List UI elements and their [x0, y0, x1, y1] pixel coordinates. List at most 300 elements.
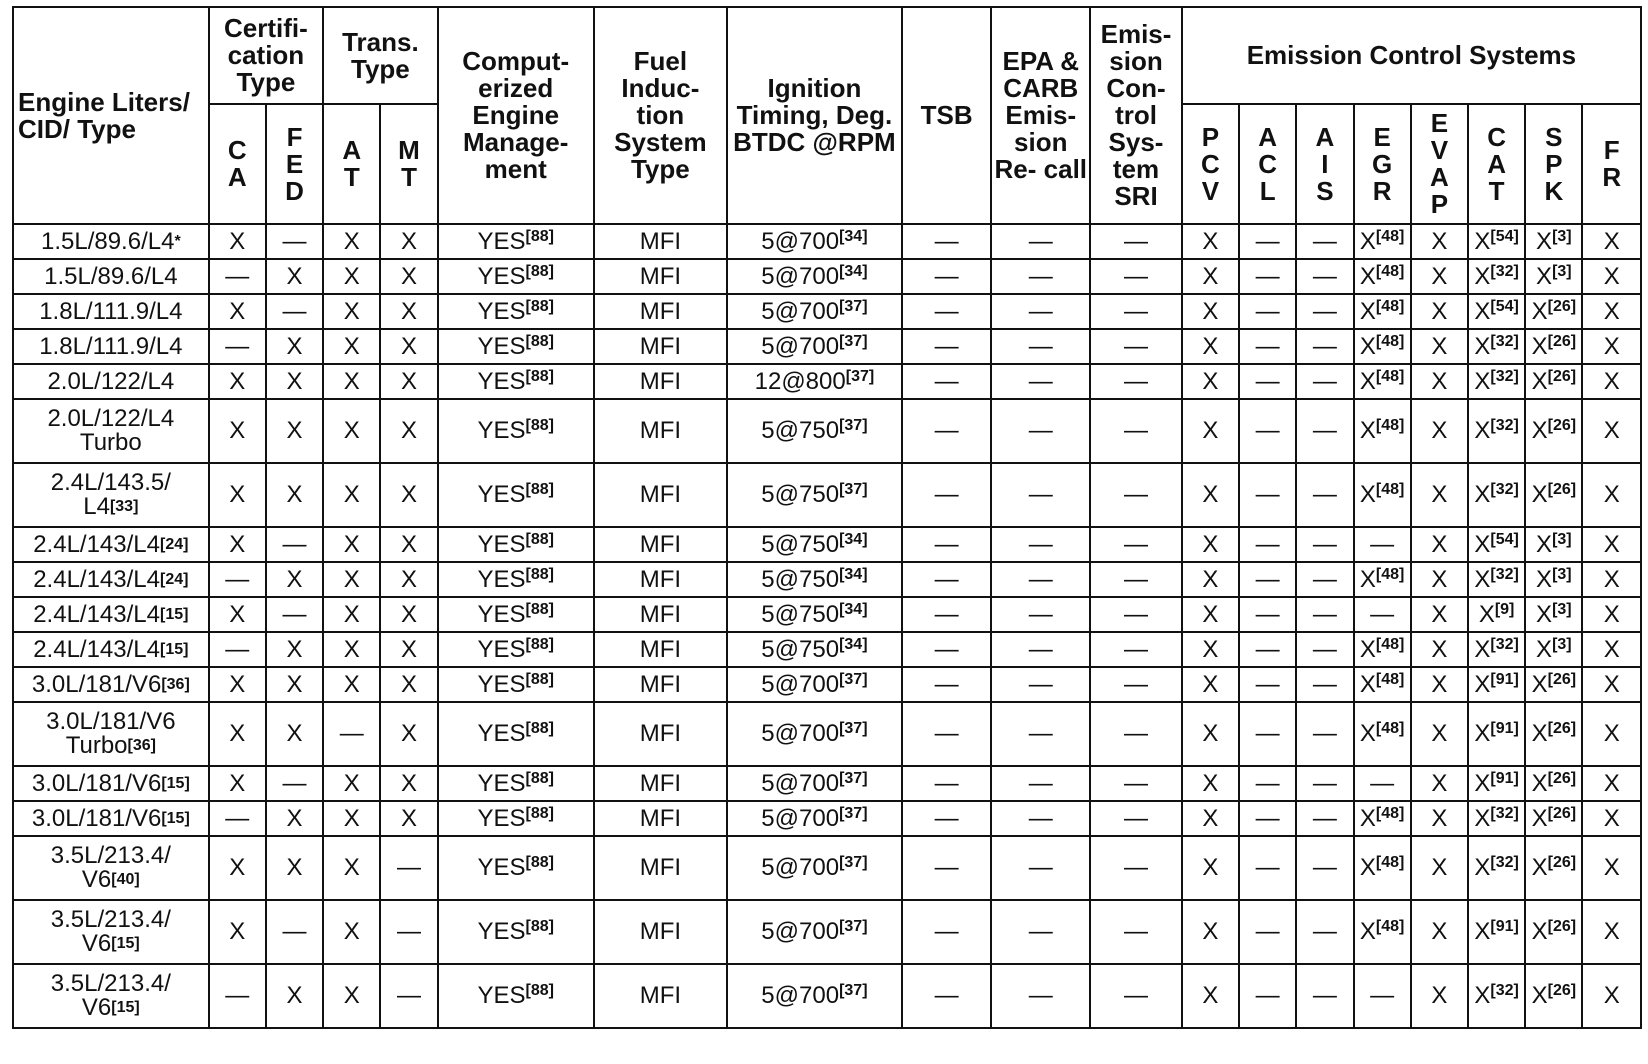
fuel-cell: MFI [594, 294, 727, 329]
emission-sri-cell: — [1090, 562, 1182, 597]
fr-cell: X [1582, 836, 1641, 900]
acl-cell: — [1239, 900, 1296, 964]
at-cell: X [323, 632, 380, 667]
table-row [13, 399, 1641, 463]
subheader-cat: C A T [1468, 104, 1525, 224]
tsb-cell: — [902, 667, 992, 702]
engine-cell [13, 562, 209, 597]
tsb-cell: — [902, 224, 992, 259]
cat-cell: X[54] [1468, 224, 1525, 259]
engine-line: V6[15] [81, 930, 140, 957]
ais-cell: — [1296, 766, 1353, 801]
ignition-cell: 5@700[34] [727, 224, 902, 259]
at-cell: X [323, 527, 380, 562]
evap-cell: X [1411, 259, 1468, 294]
at-cell: X [323, 399, 380, 463]
ais-cell: — [1296, 562, 1353, 597]
ignition-cell: 5@750[34] [727, 597, 902, 632]
emission-sri-cell: — [1090, 597, 1182, 632]
tsb-cell: — [902, 329, 992, 364]
ignition-cell: 5@750[37] [727, 463, 902, 527]
mt-cell: — [380, 836, 437, 900]
ca-cell: X [209, 224, 266, 259]
ecs-header: Emission Control Systems [1182, 7, 1641, 104]
emission-sri-cell: — [1090, 667, 1182, 702]
epa-recall-cell: — [991, 900, 1090, 964]
tsb-cell: — [902, 399, 992, 463]
ca-cell: X [209, 364, 266, 399]
spk-cell: X[3] [1525, 527, 1582, 562]
fed-cell: X [266, 364, 323, 399]
fuel-cell: MFI [594, 259, 727, 294]
cat-cell: X[91] [1468, 702, 1525, 766]
ignition-cell: 5@700[37] [727, 836, 902, 900]
tsb-cell: — [902, 259, 992, 294]
evap-cell: X [1411, 900, 1468, 964]
ais-cell: — [1296, 801, 1353, 836]
table-row [13, 766, 1641, 801]
at-cell: X [323, 801, 380, 836]
computerized-cell: YES[88] [438, 329, 594, 364]
ais-cell: — [1296, 463, 1353, 527]
ais-cell: — [1296, 224, 1353, 259]
pcv-cell: X [1182, 527, 1239, 562]
mt-cell: X [380, 259, 437, 294]
fr-cell: X [1582, 562, 1641, 597]
spec-sheet [12, 6, 1642, 1058]
ignition-cell: 5@700[37] [727, 667, 902, 702]
fuel-cell: MFI [594, 463, 727, 527]
fuel-cell: MFI [594, 766, 727, 801]
pcv-cell: X [1182, 766, 1239, 801]
table-row [13, 364, 1641, 399]
certification-header: Certifi- cation Type [209, 7, 323, 104]
ca-cell: — [209, 632, 266, 667]
egr-cell: X[48] [1354, 562, 1411, 597]
at-cell: — [323, 702, 380, 766]
epa-recall-cell: — [991, 766, 1090, 801]
at-cell: X [323, 766, 380, 801]
acl-cell: — [1239, 399, 1296, 463]
emission-sri-cell: — [1090, 527, 1182, 562]
egr-cell: X[48] [1354, 399, 1411, 463]
subheader-acl: A C L [1239, 104, 1296, 224]
ca-cell: — [209, 801, 266, 836]
fed-cell: X [266, 399, 323, 463]
engine-line: 3.0L/181/V6 [46, 708, 176, 735]
egr-cell: X[48] [1354, 463, 1411, 527]
subheader-fed: F E D [266, 104, 323, 224]
engine-line: 2.4L/143/L4[24] [33, 530, 189, 558]
fuel-cell: MFI [594, 632, 727, 667]
cat-cell: X[32] [1468, 632, 1525, 667]
tsb-cell: — [902, 836, 992, 900]
epa-recall-cell: — [991, 527, 1090, 562]
fuel-cell: MFI [594, 702, 727, 766]
table-row [13, 900, 1641, 964]
ca-cell: X [209, 766, 266, 801]
pcv-cell: X [1182, 702, 1239, 766]
ignition-cell: 5@700[37] [727, 702, 902, 766]
evap-cell: X [1411, 562, 1468, 597]
mt-cell: X [380, 766, 437, 801]
ignition-cell: 5@750[34] [727, 562, 902, 597]
engine-cell [13, 836, 209, 900]
egr-cell: X[48] [1354, 364, 1411, 399]
tsb-cell: — [902, 766, 992, 801]
cat-cell: X[32] [1468, 463, 1525, 527]
engine-cell [13, 702, 209, 766]
ca-cell: X [209, 597, 266, 632]
tsb-cell: — [902, 632, 992, 667]
engine-line: 2.4L/143.5/ [50, 469, 171, 496]
mt-cell: X [380, 562, 437, 597]
spk-cell: X[26] [1525, 399, 1582, 463]
tsb-cell: — [902, 900, 992, 964]
cat-cell: X[32] [1468, 836, 1525, 900]
pcv-cell: X [1182, 632, 1239, 667]
fed-cell: X [266, 702, 323, 766]
engine-line: 1.5L/89.6/L4* [40, 227, 181, 255]
evap-cell: X [1411, 224, 1468, 259]
pcv-cell: X [1182, 801, 1239, 836]
acl-cell: — [1239, 463, 1296, 527]
engine-cell [13, 900, 209, 964]
fr-cell: X [1582, 399, 1641, 463]
engine-line: 2.4L/143/L4[15] [33, 635, 189, 663]
evap-cell: X [1411, 364, 1468, 399]
spk-cell: X[26] [1525, 702, 1582, 766]
mt-cell: X [380, 399, 437, 463]
subheader-fr: F R [1582, 104, 1641, 224]
ca-cell: — [209, 259, 266, 294]
subheader-ais: A I S [1296, 104, 1353, 224]
pcv-cell: X [1182, 294, 1239, 329]
emission-sri-cell: — [1090, 836, 1182, 900]
spk-cell: X[26] [1525, 900, 1582, 964]
fed-cell: — [266, 597, 323, 632]
computerized-cell: YES[88] [438, 562, 594, 597]
ca-cell: X [209, 702, 266, 766]
fuel-cell: MFI [594, 527, 727, 562]
emission-spec-table [12, 6, 1642, 1029]
emission-sri-cell: — [1090, 224, 1182, 259]
mt-cell: X [380, 329, 437, 364]
tsb-cell: — [902, 597, 992, 632]
computerized-cell: YES[88] [438, 527, 594, 562]
mt-cell: — [380, 900, 437, 964]
engine-line: 1.8L/111.9/L4 [39, 297, 183, 325]
ca-cell: X [209, 294, 266, 329]
spk-cell: X[26] [1525, 836, 1582, 900]
ca-cell: X [209, 527, 266, 562]
fr-cell: X [1582, 294, 1641, 329]
ignition-cell: 12@800[37] [727, 364, 902, 399]
computerized-cell: YES[88] [438, 463, 594, 527]
cat-cell: X[32] [1468, 399, 1525, 463]
epa-recall-cell: — [991, 329, 1090, 364]
at-cell: X [323, 364, 380, 399]
computerized-cell: YES[88] [438, 224, 594, 259]
epa-recall-cell: — [991, 364, 1090, 399]
fr-cell: X [1582, 900, 1641, 964]
engine-cell [13, 259, 209, 294]
engine-line: 3.0L/181/V6[15] [31, 769, 190, 797]
computerized-cell: YES[88] [438, 364, 594, 399]
ais-cell: — [1296, 527, 1353, 562]
ca-cell: — [209, 329, 266, 364]
pcv-cell: X [1182, 562, 1239, 597]
ca-cell: — [209, 562, 266, 597]
evap-cell: X [1411, 964, 1468, 1028]
epa-recall-cell: — [991, 463, 1090, 527]
engine-line: Turbo [79, 429, 142, 456]
fr-cell: X [1582, 766, 1641, 801]
fuel-cell: MFI [594, 667, 727, 702]
engine-cell [13, 364, 209, 399]
epa-recall-cell: — [991, 836, 1090, 900]
engine-line: 1.8L/111.9/L4 [39, 332, 183, 360]
at-cell: X [323, 224, 380, 259]
engine-line: 3.0L/181/V6[36] [31, 670, 190, 698]
evap-cell: X [1411, 329, 1468, 364]
ignition-cell: 5@750[34] [727, 632, 902, 667]
table-row [13, 632, 1641, 667]
ignition-cell: 5@700[37] [727, 766, 902, 801]
egr-cell: X[48] [1354, 329, 1411, 364]
fed-cell: — [266, 766, 323, 801]
fed-cell: X [266, 329, 323, 364]
epa-recall-cell: — [991, 562, 1090, 597]
subheader-evap: E V A P [1411, 104, 1468, 224]
fr-cell: X [1582, 329, 1641, 364]
tsb-cell: — [902, 294, 992, 329]
epa-recall-cell: — [991, 702, 1090, 766]
evap-cell: X [1411, 597, 1468, 632]
cat-cell: X[54] [1468, 294, 1525, 329]
computerized-cell: YES[88] [438, 399, 594, 463]
tsb-cell: — [902, 702, 992, 766]
at-cell: X [323, 597, 380, 632]
spk-cell: X[3] [1525, 632, 1582, 667]
mt-cell: X [380, 597, 437, 632]
subheader-spk: S P K [1525, 104, 1582, 224]
tsb-header: TSB [902, 7, 992, 224]
computerized-cell: YES[88] [438, 801, 594, 836]
mt-cell: X [380, 702, 437, 766]
acl-cell: — [1239, 562, 1296, 597]
engine-cell [13, 667, 209, 702]
engine-cell [13, 632, 209, 667]
emission-sri-cell: — [1090, 294, 1182, 329]
emission-sri-cell: — [1090, 463, 1182, 527]
engine-line: Turbo[36] [65, 732, 156, 759]
ais-cell: — [1296, 702, 1353, 766]
cat-cell: X[32] [1468, 259, 1525, 294]
computerized-header: Comput- erized Engine Manage- ment [438, 7, 594, 224]
fed-cell: — [266, 224, 323, 259]
at-cell: X [323, 667, 380, 702]
fed-cell: X [266, 259, 323, 294]
computerized-cell: YES[88] [438, 294, 594, 329]
ca-cell: X [209, 667, 266, 702]
pcv-cell: X [1182, 667, 1239, 702]
evap-cell: X [1411, 766, 1468, 801]
computerized-cell: YES[88] [438, 259, 594, 294]
egr-cell: X[48] [1354, 632, 1411, 667]
emission-sri-cell: — [1090, 964, 1182, 1028]
engine-line: V6[15] [81, 994, 140, 1021]
acl-cell: — [1239, 294, 1296, 329]
fr-cell: X [1582, 702, 1641, 766]
subheader-ca: C A [209, 104, 266, 224]
pcv-cell: X [1182, 836, 1239, 900]
ignition-cell: 5@750[37] [727, 399, 902, 463]
fuel-cell: MFI [594, 964, 727, 1028]
engine-line: 1.5L/89.6/L4 [44, 262, 178, 290]
ais-cell: — [1296, 597, 1353, 632]
fed-cell: — [266, 294, 323, 329]
ignition-cell: 5@700[37] [727, 900, 902, 964]
evap-cell: X [1411, 801, 1468, 836]
tsb-cell: — [902, 364, 992, 399]
epa-recall-cell: — [991, 294, 1090, 329]
fuel-cell: MFI [594, 836, 727, 900]
spk-cell: X[3] [1525, 562, 1582, 597]
computerized-cell: YES[88] [438, 900, 594, 964]
emission-sri-cell: — [1090, 364, 1182, 399]
fr-cell: X [1582, 667, 1641, 702]
emission-sri-cell: — [1090, 702, 1182, 766]
ais-cell: — [1296, 667, 1353, 702]
engine-cell [13, 399, 209, 463]
emission-sri-cell: — [1090, 900, 1182, 964]
spk-cell: X[26] [1525, 766, 1582, 801]
table-row [13, 836, 1641, 900]
subheader-egr: E G R [1354, 104, 1411, 224]
fed-cell: X [266, 562, 323, 597]
tsb-cell: — [902, 527, 992, 562]
ais-cell: — [1296, 294, 1353, 329]
computerized-cell: YES[88] [438, 964, 594, 1028]
ca-cell: X [209, 900, 266, 964]
emission-sri-cell: — [1090, 801, 1182, 836]
evap-cell: X [1411, 527, 1468, 562]
evap-cell: X [1411, 294, 1468, 329]
tsb-cell: — [902, 964, 992, 1028]
ais-cell: — [1296, 632, 1353, 667]
cat-cell: X[32] [1468, 562, 1525, 597]
tsb-cell: — [902, 562, 992, 597]
cat-cell: X[54] [1468, 527, 1525, 562]
fr-cell: X [1582, 259, 1641, 294]
spk-cell: X[26] [1525, 801, 1582, 836]
mt-cell: X [380, 364, 437, 399]
cat-cell: X[32] [1468, 329, 1525, 364]
evap-cell: X [1411, 399, 1468, 463]
pcv-cell: X [1182, 399, 1239, 463]
fuel-cell: MFI [594, 900, 727, 964]
subheader-pcv: P C V [1182, 104, 1239, 224]
table-row [13, 597, 1641, 632]
table-row [13, 562, 1641, 597]
acl-cell: — [1239, 329, 1296, 364]
egr-cell: — [1354, 964, 1411, 1028]
acl-cell: — [1239, 527, 1296, 562]
egr-cell: — [1354, 597, 1411, 632]
engine-header: Engine Liters/ CID/ Type [13, 7, 209, 224]
egr-cell: X[48] [1354, 259, 1411, 294]
fed-cell: — [266, 527, 323, 562]
egr-cell: X[48] [1354, 702, 1411, 766]
engine-line: V6[40] [81, 866, 140, 893]
engine-line: 3.5L/213.4/ [50, 842, 171, 869]
fr-cell: X [1582, 224, 1641, 259]
computerized-cell: YES[88] [438, 702, 594, 766]
at-cell: X [323, 259, 380, 294]
engine-cell [13, 597, 209, 632]
computerized-cell: YES[88] [438, 667, 594, 702]
table-row [13, 964, 1641, 1028]
computerized-cell: YES[88] [438, 836, 594, 900]
engine-cell [13, 766, 209, 801]
engine-cell [13, 527, 209, 562]
ignition-cell: 5@750[34] [727, 527, 902, 562]
acl-cell: — [1239, 364, 1296, 399]
epa-recall-cell: — [991, 259, 1090, 294]
fed-cell: X [266, 801, 323, 836]
fed-cell: X [266, 964, 323, 1028]
fed-cell: X [266, 632, 323, 667]
pcv-cell: X [1182, 329, 1239, 364]
acl-cell: — [1239, 964, 1296, 1028]
engine-cell [13, 294, 209, 329]
evap-cell: X [1411, 702, 1468, 766]
pcv-cell: X [1182, 597, 1239, 632]
at-cell: X [323, 562, 380, 597]
epa-recall-cell: — [991, 801, 1090, 836]
mt-cell: X [380, 463, 437, 527]
acl-cell: — [1239, 224, 1296, 259]
fr-cell: X [1582, 632, 1641, 667]
tsb-cell: — [902, 801, 992, 836]
fuel-cell: MFI [594, 224, 727, 259]
cat-cell: X[32] [1468, 364, 1525, 399]
cat-cell: X[91] [1468, 900, 1525, 964]
mt-cell: X [380, 294, 437, 329]
ignition-cell: 5@700[34] [727, 259, 902, 294]
cat-cell: X[32] [1468, 801, 1525, 836]
fuel-cell: MFI [594, 801, 727, 836]
engine-cell [13, 463, 209, 527]
ignition-cell: 5@700[37] [727, 294, 902, 329]
epa-header: EPA & CARB Emis- sion Re- call [991, 7, 1090, 224]
ais-cell: — [1296, 329, 1353, 364]
fed-cell: — [266, 900, 323, 964]
pcv-cell: X [1182, 463, 1239, 527]
spk-cell: X[26] [1525, 294, 1582, 329]
ignition-cell: 5@700[37] [727, 329, 902, 364]
ais-cell: — [1296, 364, 1353, 399]
evap-cell: X [1411, 667, 1468, 702]
ais-cell: — [1296, 836, 1353, 900]
computerized-cell: YES[88] [438, 632, 594, 667]
epa-recall-cell: — [991, 224, 1090, 259]
acl-cell: — [1239, 667, 1296, 702]
evap-cell: X [1411, 632, 1468, 667]
ais-cell: — [1296, 964, 1353, 1028]
fr-cell: X [1582, 463, 1641, 527]
